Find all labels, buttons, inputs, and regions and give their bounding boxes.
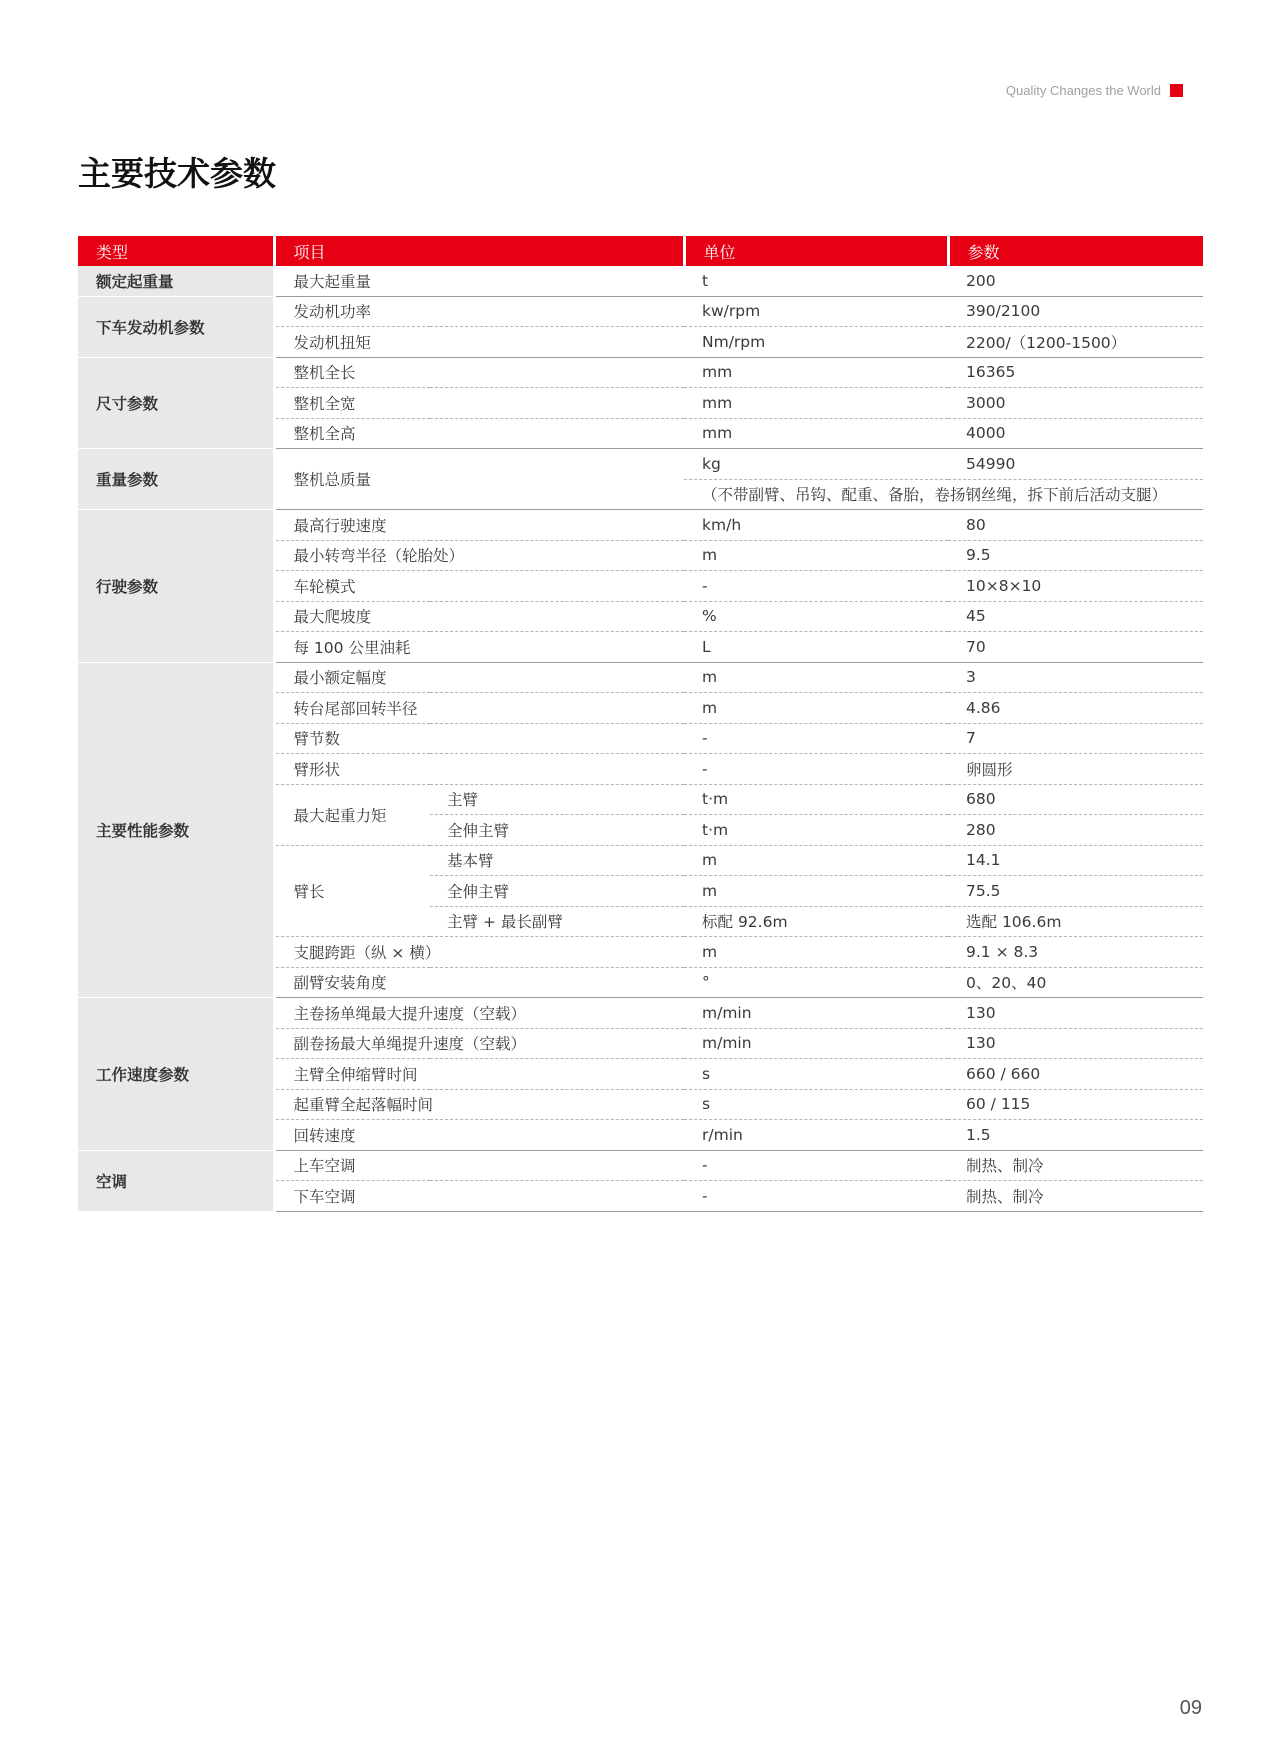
- sub-item-cell: 全伸主臂: [430, 876, 684, 907]
- value-cell: 7: [948, 723, 1203, 754]
- item-cell: 支腿跨距（纵 × 横）: [274, 937, 684, 968]
- note-cell: （不带副臂、吊钩、配重、备胎，卷扬钢丝绳，拆下前后活动支腿）: [684, 479, 1203, 510]
- unit-cell: m/min: [684, 1028, 948, 1059]
- value-cell: 130: [948, 998, 1203, 1029]
- table-row: [78, 1150, 1203, 1181]
- tagline: [1006, 83, 1183, 98]
- unit-cell: mm: [684, 418, 948, 449]
- unit-cell: %: [684, 601, 948, 632]
- value-cell: 4000: [948, 418, 1203, 449]
- value-cell: 200: [948, 266, 1203, 296]
- value-cell: 3000: [948, 388, 1203, 419]
- unit-cell: s: [684, 1059, 948, 1090]
- header-unit: 单位: [684, 236, 948, 266]
- type-cell: 尺寸参数: [78, 357, 274, 449]
- unit-cell: mm: [684, 388, 948, 419]
- table-row: [78, 296, 1203, 327]
- table-row: [78, 998, 1203, 1029]
- value-cell: 390/2100: [948, 296, 1203, 327]
- type-cell: 工作速度参数: [78, 998, 274, 1151]
- table-row: [78, 510, 1203, 541]
- unit-cell: m/min: [684, 998, 948, 1029]
- spec-table: [78, 236, 1203, 1212]
- value-cell: 2200/（1200-1500）: [948, 327, 1203, 358]
- value-cell: 制热、制冷: [948, 1181, 1203, 1212]
- table-header-row: [78, 236, 1203, 266]
- sub-item-cell: 全伸主臂: [430, 815, 684, 846]
- unit-cell: -: [684, 754, 948, 785]
- item-cell: 最小转弯半径（轮胎处）: [274, 540, 684, 571]
- unit-cell: -: [684, 571, 948, 602]
- value-cell: 14.1: [948, 845, 1203, 876]
- unit-cell: -: [684, 1181, 948, 1212]
- unit-cell: m: [684, 876, 948, 907]
- value-cell: 70: [948, 632, 1203, 663]
- brand-square-icon: [1170, 84, 1183, 97]
- unit-cell: t·m: [684, 815, 948, 846]
- value-cell: 1.5: [948, 1120, 1203, 1151]
- type-cell: 行驶参数: [78, 510, 274, 663]
- value-cell: 680: [948, 784, 1203, 815]
- table-row: [78, 662, 1203, 693]
- value-cell: 280: [948, 815, 1203, 846]
- tagline-text: Quality Changes the World: [1005, 83, 1161, 98]
- value-cell: 制热、制冷: [948, 1150, 1203, 1181]
- value-cell: 660 / 660: [948, 1059, 1203, 1090]
- table-row: [78, 449, 1203, 480]
- item-cell: 起重臂全起落幅时间: [274, 1089, 684, 1120]
- item-cell: 最大起重量: [274, 266, 684, 296]
- header-type: 类型: [78, 236, 274, 266]
- table-row: [78, 266, 1203, 296]
- sub-item-cell: 主臂 + 最长副臂: [430, 906, 684, 937]
- item-cell: 整机全高: [274, 418, 684, 449]
- value-cell: 卵圆形: [948, 754, 1203, 785]
- type-cell: 额定起重量: [78, 266, 274, 296]
- item-cell: 臂节数: [274, 723, 684, 754]
- value-cell: 9.5: [948, 540, 1203, 571]
- item-cell: 主卷扬单绳最大提升速度（空载）: [274, 998, 684, 1029]
- unit-cell: t: [684, 266, 948, 296]
- value-cell: 45: [948, 601, 1203, 632]
- header-item: 项目: [274, 236, 684, 266]
- page-number: 09: [1179, 1697, 1202, 1719]
- unit-cell: Nm/rpm: [684, 327, 948, 358]
- item-cell: 车轮模式: [274, 571, 684, 602]
- item-cell: 上车空调: [274, 1150, 684, 1181]
- sub-item-cell: 基本臂: [430, 845, 684, 876]
- item-cell: 每 100 公里油耗: [274, 632, 684, 663]
- item-cell: 最高行驶速度: [274, 510, 684, 541]
- value-cell: 4.86: [948, 693, 1203, 724]
- type-cell: 重量参数: [78, 449, 274, 510]
- type-cell: 空调: [78, 1150, 274, 1211]
- item-cell: 转台尾部回转半径: [274, 693, 684, 724]
- header-value: 参数: [948, 236, 1203, 266]
- value-cell: 9.1 × 8.3: [948, 937, 1203, 968]
- value-cell: 130: [948, 1028, 1203, 1059]
- unit-cell: mm: [684, 357, 948, 388]
- value-cell: 16365: [948, 357, 1203, 388]
- unit-cell: L: [684, 632, 948, 663]
- unit-cell: kg: [684, 449, 948, 480]
- value-cell: 选配 106.6m: [948, 906, 1203, 937]
- value-cell: 80: [948, 510, 1203, 541]
- unit-cell: m: [684, 845, 948, 876]
- item-cell: 最小额定幅度: [274, 662, 684, 693]
- value-cell: 10×8×10: [948, 571, 1203, 602]
- unit-cell: s: [684, 1089, 948, 1120]
- item-cell: 主臂全伸缩臂时间: [274, 1059, 684, 1090]
- value-cell: 75.5: [948, 876, 1203, 907]
- unit-cell: 标配 92.6m: [684, 906, 948, 937]
- item-cell: 整机全宽: [274, 388, 684, 419]
- unit-cell: °: [684, 967, 948, 998]
- value-cell: 0、20、40: [948, 967, 1203, 998]
- item-cell: 回转速度: [274, 1120, 684, 1151]
- item-cell: 下车空调: [274, 1181, 684, 1212]
- type-cell: 下车发动机参数: [78, 296, 274, 357]
- item-cell: 臂长: [274, 845, 430, 937]
- unit-cell: m: [684, 540, 948, 571]
- item-cell: 发动机功率: [274, 296, 684, 327]
- unit-cell: -: [684, 1150, 948, 1181]
- unit-cell: -: [684, 723, 948, 754]
- item-cell: 最大起重力矩: [274, 784, 430, 845]
- unit-cell: m: [684, 662, 948, 693]
- item-cell: 臂形状: [274, 754, 684, 785]
- item-cell: 整机总质量: [274, 449, 684, 510]
- value-cell: 3: [948, 662, 1203, 693]
- item-cell: 副卷扬最大单绳提升速度（空载）: [274, 1028, 684, 1059]
- sub-item-cell: 主臂: [430, 784, 684, 815]
- item-cell: 发动机扭矩: [274, 327, 684, 358]
- item-cell: 副臂安装角度: [274, 967, 684, 998]
- unit-cell: kw/rpm: [684, 296, 948, 327]
- unit-cell: m: [684, 937, 948, 968]
- unit-cell: r/min: [684, 1120, 948, 1151]
- page-title: 主要技术参数: [78, 154, 276, 193]
- value-cell: 54990: [948, 449, 1203, 480]
- item-cell: 最大爬坡度: [274, 601, 684, 632]
- table-row: [78, 357, 1203, 388]
- value-cell: 60 / 115: [948, 1089, 1203, 1120]
- unit-cell: t·m: [684, 784, 948, 815]
- unit-cell: km/h: [684, 510, 948, 541]
- item-cell: 整机全长: [274, 357, 684, 388]
- type-cell: 主要性能参数: [78, 662, 274, 998]
- unit-cell: m: [684, 693, 948, 724]
